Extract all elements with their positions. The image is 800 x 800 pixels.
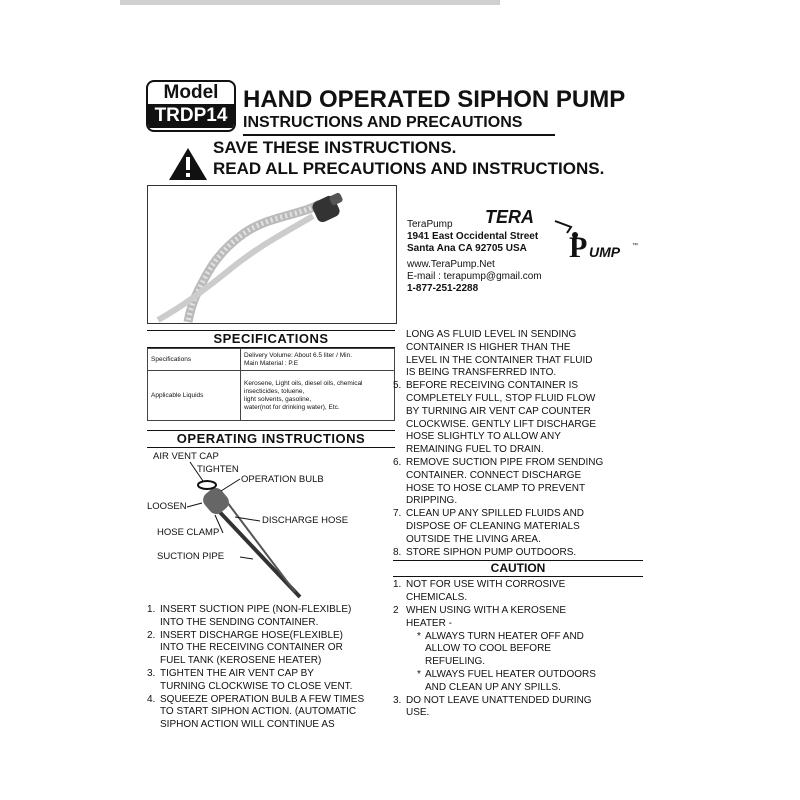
save-instructions-line: SAVE THESE INSTRUCTIONS. xyxy=(213,138,457,157)
company-address-line2: Santa Ana CA 92705 USA xyxy=(407,243,527,254)
logo-p-letter: P xyxy=(569,231,588,264)
caution-line: NOT FOR USE WITH CORROSIVE xyxy=(406,579,566,591)
caution-line: ALWAYS FUEL HEATER OUTDOORS xyxy=(425,668,596,680)
product-photo xyxy=(147,185,397,324)
label-suction-pipe: SUCTION PIPE xyxy=(157,551,225,562)
spec-value xyxy=(241,349,395,371)
step-line: STORE SIPHON PUMP OUTDOORS. xyxy=(406,546,577,558)
caution-item xyxy=(393,695,643,721)
step-line: SIPHON ACTION WILL CONTINUE AS xyxy=(160,719,335,731)
step-line: TIGHTEN THE AIR VENT CAP BY xyxy=(160,667,314,679)
table-row xyxy=(148,349,395,371)
list-item xyxy=(147,604,397,630)
table-row xyxy=(148,371,395,421)
step-line: INSERT DISCHARGE HOSE(FLEXIBLE) xyxy=(160,629,344,641)
step-line: FUEL TANK (KEROSENE HEATER) xyxy=(160,655,322,667)
step-number: 4. xyxy=(147,693,156,705)
step-number: 2. xyxy=(147,629,156,641)
logo-trademark: ™ xyxy=(632,243,638,249)
title-divider xyxy=(243,134,555,136)
step-line: DRIPPING. xyxy=(406,495,458,507)
step-line: COMPLETELY FULL, STOP FLUID FLOW xyxy=(406,392,596,404)
step-line: TO START SIPHON ACTION. (AUTOMATIC xyxy=(160,706,357,718)
list-item xyxy=(393,380,643,457)
siphon-pump-illustration xyxy=(148,186,396,323)
logo-ump-text: UMP xyxy=(589,244,621,260)
model-label: Model xyxy=(163,82,219,103)
step-line: HOSE SLIGHTLY TO ALLOW ANY xyxy=(406,431,561,443)
caution-line: HEATER - xyxy=(406,617,452,629)
page-title: HAND OPERATED SIPHON PUMP xyxy=(243,86,626,113)
warning-icon xyxy=(168,147,208,181)
list-item xyxy=(147,668,397,694)
company-phone: 1-877-251-2288 xyxy=(407,283,479,294)
page-subtitle: INSTRUCTIONS AND PRECAUTIONS xyxy=(243,114,523,131)
caution-line: ALWAYS TURN HEATER OFF AND xyxy=(425,630,584,642)
step-number: 5. xyxy=(393,380,402,392)
company-website: www.TeraPump.Net xyxy=(407,259,495,270)
spec-value xyxy=(241,371,395,421)
caution-item xyxy=(393,605,643,631)
steps-list-left xyxy=(147,604,397,732)
step-line: CLOCKWISE. GENTLY LIFT DISCHARGE xyxy=(406,418,597,430)
specifications-table xyxy=(147,348,395,421)
spec-key: Applicable Liquids xyxy=(148,371,241,421)
logo-tera-text: TERA xyxy=(485,207,534,227)
terapump-logo xyxy=(485,205,655,265)
label-air-vent-cap: AIR VENT CAP xyxy=(153,451,219,462)
caution-number: 3. xyxy=(393,694,402,706)
caution-subitem xyxy=(393,669,643,695)
model-number: TRDP14 xyxy=(148,104,234,128)
step-number: 7. xyxy=(393,508,402,520)
step-line: OUTSIDE THE LIVING AREA. xyxy=(406,533,541,545)
step-line: CONTAINER IS HIGHER THAN THE xyxy=(406,341,571,353)
company-name: TeraPump xyxy=(407,219,453,230)
steps-list-right xyxy=(393,329,643,720)
spec-value-line: light solvents, gasoline, xyxy=(244,395,312,403)
spec-value-line: Main Material : P.E xyxy=(244,359,299,367)
step-number: 8. xyxy=(393,546,402,558)
caution-line: REFUELING. xyxy=(425,656,486,668)
operating-instructions-heading: OPERATING INSTRUCTIONS xyxy=(147,430,395,448)
step-line: INTO THE SENDING CONTAINER. xyxy=(160,616,319,628)
step-line: IS BEING TRANSFERRED INTO. xyxy=(406,367,557,379)
step-line: LEVEL IN THE CONTAINER THAT FLUID xyxy=(406,354,593,366)
specifications-heading: SPECIFICATIONS xyxy=(147,330,395,348)
list-item xyxy=(393,508,643,546)
caution-number: 2 xyxy=(393,604,399,616)
step-number: 3. xyxy=(147,667,156,679)
spec-value-line: water(not for drinking water), Etc. xyxy=(244,403,340,411)
caution-number: 1. xyxy=(393,579,402,591)
caution-line: CHEMICALS. xyxy=(406,592,468,604)
step-line: BY TURNING AIR VENT CAP COUNTER xyxy=(406,405,591,417)
caution-bullet: * xyxy=(417,668,421,680)
top-scan-artifact xyxy=(120,0,500,5)
company-email: E-mail : terapump@gmail.com xyxy=(407,271,542,282)
step-line: HOSE TO HOSE CLAMP TO PREVENT xyxy=(406,482,586,494)
step-number: 1. xyxy=(147,604,156,615)
spec-value-line: Kerosene, Light oils, diesel oils, chemical insecticides, toluene, xyxy=(244,379,363,395)
step-line: BEFORE RECEIVING CONTAINER IS xyxy=(406,380,579,392)
pump-diagram xyxy=(145,447,405,602)
step-line: SQUEEZE OPERATION BULB A FEW TIMES xyxy=(160,693,365,705)
caution-item xyxy=(393,579,643,605)
list-item xyxy=(393,457,643,508)
step-line: LONG AS FLUID LEVEL IN SENDING xyxy=(406,329,577,340)
label-hose-clamp: HOSE CLAMP xyxy=(157,527,220,538)
step-line: CLEAN UP ANY SPILLED FLUIDS AND xyxy=(406,508,585,520)
spec-key: Specifications xyxy=(148,349,241,371)
step-line: REMAINING FUEL TO DRAIN. xyxy=(406,444,544,456)
read-precautions-line: READ ALL PRECAUTIONS AND INSTRUCTIONS. xyxy=(213,159,605,178)
caution-subitem xyxy=(393,631,643,669)
caution-line: DO NOT LEAVE UNATTENDED DURING xyxy=(406,694,592,706)
caution-line: ALLOW TO COOL BEFORE xyxy=(425,643,551,655)
label-tighten: TIGHTEN xyxy=(197,464,239,475)
step-line: INSERT SUCTION PIPE (NON-FLEXIBLE) xyxy=(160,604,352,615)
step-line: INTO THE RECEIVING CONTAINER OR xyxy=(160,642,343,654)
label-loosen: LOOSEN xyxy=(147,501,187,512)
list-item xyxy=(147,694,397,732)
company-address-line1: 1941 East Occidental Street xyxy=(407,231,539,242)
label-operation-bulb: OPERATION BULB xyxy=(241,474,324,485)
model-badge xyxy=(146,80,236,132)
list-item xyxy=(147,630,397,668)
list-item xyxy=(393,547,643,560)
label-discharge-hose: DISCHARGE HOSE xyxy=(262,515,349,526)
step-line: REMOVE SUCTION PIPE FROM SENDING xyxy=(406,456,604,468)
list-item-continued xyxy=(393,329,643,380)
spec-value-line: Delivery Volume: About 6.5 liter / Min. xyxy=(244,351,353,359)
step-number: 6. xyxy=(393,456,402,468)
caution-line: WHEN USING WITH A KEROSENE xyxy=(406,604,567,616)
step-line: CONTAINER. CONNECT DISCHARGE xyxy=(406,469,582,481)
caution-line: AND CLEAN UP ANY SPILLS. xyxy=(425,681,561,693)
caution-bullet: * xyxy=(417,630,421,642)
caution-line: USE. xyxy=(406,707,430,719)
step-line: TURNING CLOCKWISE TO CLOSE VENT. xyxy=(160,680,353,692)
caution-heading: CAUTION xyxy=(393,560,643,577)
step-line: DISPOSE OF CLEANING MATERIALS xyxy=(406,520,580,532)
